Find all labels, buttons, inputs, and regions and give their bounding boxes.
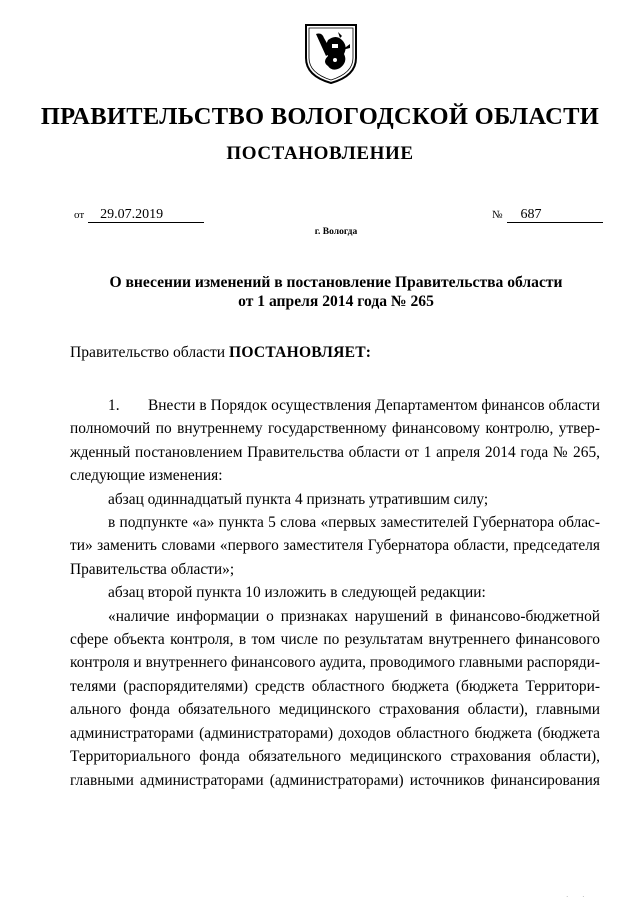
body-line: абзац одиннадцатый пункта 4 признать утратившим силу; — [108, 490, 489, 508]
body-line: сфере объекта контроля, в том числе по результатам внутреннего финансового — [70, 631, 600, 649]
body-line: жденный постановлением Правительства области от 1 апреля 2014 года № 265, — [70, 443, 600, 461]
city-label: г. Вологда — [314, 227, 358, 237]
document-number-field — [492, 207, 603, 223]
paragraph-3 — [70, 511, 600, 581]
body-line: Внести в Порядок осуществления Департаментом финансов области — [148, 397, 600, 414]
decree-verb: ПОСТАНОВЛЯЕТ: — [229, 344, 372, 361]
org-title: ПРАВИТЕЛЬСТВО ВОЛОГОДСКОЙ ОБЛАСТИ — [40, 103, 600, 130]
body-line: главными администраторами (администраторами) источников финансирования — [70, 771, 600, 789]
body-line: ального фонда обязательного медицинского страхования области), главными — [70, 701, 600, 719]
document-subject — [0, 273, 640, 311]
document-number: 687 — [507, 207, 603, 223]
date-prefix: от — [74, 209, 85, 221]
paragraph-item-1 — [70, 394, 600, 488]
scan-marks: · · — [566, 893, 591, 901]
body-line: администраторами (администраторами) доходов областного бюджета (бюджета — [70, 724, 600, 742]
body-line: в подпункте «а» пункта 5 слова «первых заместителей Губернатора облас- — [108, 514, 600, 532]
body-line: Территориального фонда обязательного медицинского страхования области), — [70, 748, 600, 766]
body-line: ти» заменить словами «первого заместителя Губернатора области, председателя — [70, 537, 600, 555]
body-line: полномочий по внутреннему государственному финансовому контролю, утвер- — [70, 420, 600, 438]
subject-line-2: от 1 апреля 2014 года № 265 — [238, 293, 434, 310]
body-line: контроля и внутреннего финансового аудита, проводимого главными распоряди- — [70, 654, 600, 672]
emblem-icon — [302, 22, 360, 86]
item-number: 1. — [108, 397, 120, 414]
document-date-field — [74, 207, 204, 223]
number-prefix: № — [492, 209, 503, 221]
subject-line-1: О внесении изменений в постановление Правительства области — [109, 274, 563, 291]
body-line: «наличие информации о признаках нарушений в финансово-бюджетной — [108, 607, 600, 625]
decree-statement — [70, 344, 371, 362]
body-line: телями (распорядителями) средств областного бюджета (бюджета Территори- — [70, 677, 600, 695]
document-date: 29.07.2019 — [88, 207, 204, 223]
body-line: следующие изменения: — [70, 467, 223, 485]
decree-lead: Правительство области — [70, 344, 226, 361]
document-type: ПОСТАНОВЛЕНИЕ — [226, 143, 414, 164]
paragraph-5 — [70, 605, 600, 792]
document-body — [70, 394, 600, 792]
body-line: Правительства области»; — [70, 560, 235, 578]
paragraph-4 — [70, 581, 600, 604]
body-line: абзац второй пункта 10 изложить в следующей редакции: — [108, 584, 486, 602]
paragraph-2 — [70, 488, 600, 511]
